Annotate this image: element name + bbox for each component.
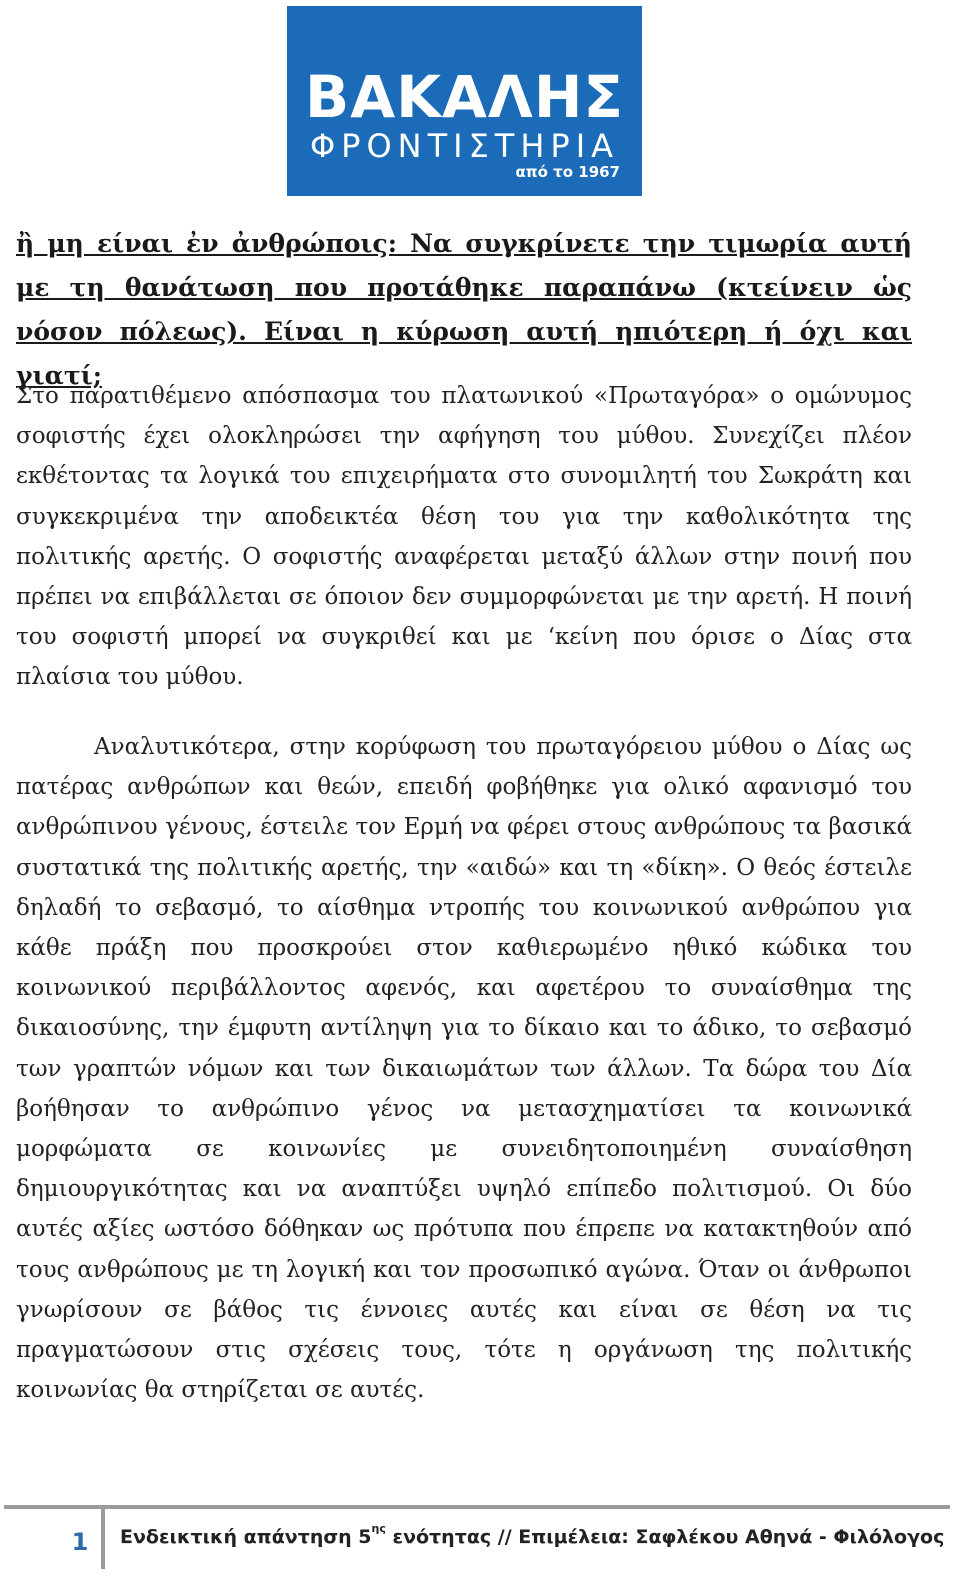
logo-since: από το 1967 [515, 163, 620, 181]
footer-text-start: Ενδεικτική απάντηση 5 [120, 1526, 372, 1548]
logo [287, 6, 642, 196]
logo-subtitle: ΦΡΟΝΤΙΣΤΗΡΙΑ [309, 127, 620, 165]
question-heading: ἢ μη είναι ἐν ἀνθρώποις: Να συγκρίνετε την τιμωρία αυτή με τη θανάτωση που προτάθηκε παραπάνω (κτείνειν ὡς νόσον πόλεως). Είναι η κύρωση αυτή ηπιότερη ή όχι και γιατί; [16, 229, 912, 390]
page-number: 1 [71, 1528, 89, 1556]
paragraph-analysis: Αναλυτικότερα, στην κορύφωση του πρωταγόρειου μύθου ο Δίας ως πατέρας ανθρώπων και θεών, επειδή φοβήθηκε για ολικό αφανισμό του ανθρώπινου γένους, έστειλε τον Ερμή να φέρει στους ανθρώπους τα βασικά συστατικά της πολιτικής αρετής, την «αιδώ» και τη «δίκη». Ο θεός έστειλε δηλαδή το σεβασμό, το αίσθημα ντροπής του κοινωνικού ανθρώπου για κάθε πράξη που προσκρούει στον καθιερωμένο ηθικό κώδικα του κοινωνικού περιβάλλοντος αφενός, και αφετέρου το συναίσθημα της δικαιοσύνης, την έμφυτη αντίληψη για το δίκαιο και το άδικο, το σεβασμό των γραπτών νόμων και των δικαιωμάτων των άλλων. Τα δώρα του Δία βοήθησαν το ανθρώπινο γένος να μετασχηματίσει τα κοινωνικά μορφώματα σε κοινωνίες με συνειδητοποιημένη συναίσθηση δημιουργικότητας και να αναπτύξει υψηλό επίπεδο πολιτισμού. Οι δύο αυτές αξίες ωστόσο δόθηκαν ως πρότυπα που έπρεπε να κατακτηθούν από τους ανθρώπους με τη λογική και τον προσωπικό αγώνα. Όταν οι άνθρωποι γνωρίσουν σε βάθος τις έννοιες αυτές και είναι σε θέση να τις πραγματώσουν στις σχέσεις τους, τότε η οργάνωση της πολιτικής κοινωνίας θα στηρίζεται σε αυτές. [16, 734, 912, 1404]
paragraph-intro: Στο παρατιθέμενο απόσπασμα του πλατωνικού «Πρωταγόρα» ο ομώνυμος σοφιστής έχει ολοκληρώσει την αφήγηση του μύθου. Συνεχίζει πλέον εκθέτοντας τα λογικά του επιχειρήματα στο συνομιλητή του Σωκράτη και συγκεκριμένα την αποδεικτέα θέση του για την καθολικότητα της πολιτικής αρετής. Ο σοφιστής αναφέρεται μεταξύ άλλων στην ποινή που πρέπει να επιβάλλεται σε όποιον δεν συμμορφώνεται με την αρετή. Η ποινή του σοφιστή μπορεί να συγκριθεί και με ‘κείνη που όρισε ο Δίας στα πλαίσια του μύθου. [16, 383, 912, 691]
footer-text-end: ενότητας // Επιμέλεια: Σαφλέκου Αθηνά - Φιλόλογος [385, 1526, 945, 1548]
footer-text [120, 1522, 944, 1552]
footer-vertical-divider [101, 1509, 105, 1569]
logo-brand: ΒΑΚΑΛΗΣ [305, 63, 624, 131]
footer-superscript: ης [371, 1522, 386, 1535]
footer-divider [4, 1505, 950, 1509]
